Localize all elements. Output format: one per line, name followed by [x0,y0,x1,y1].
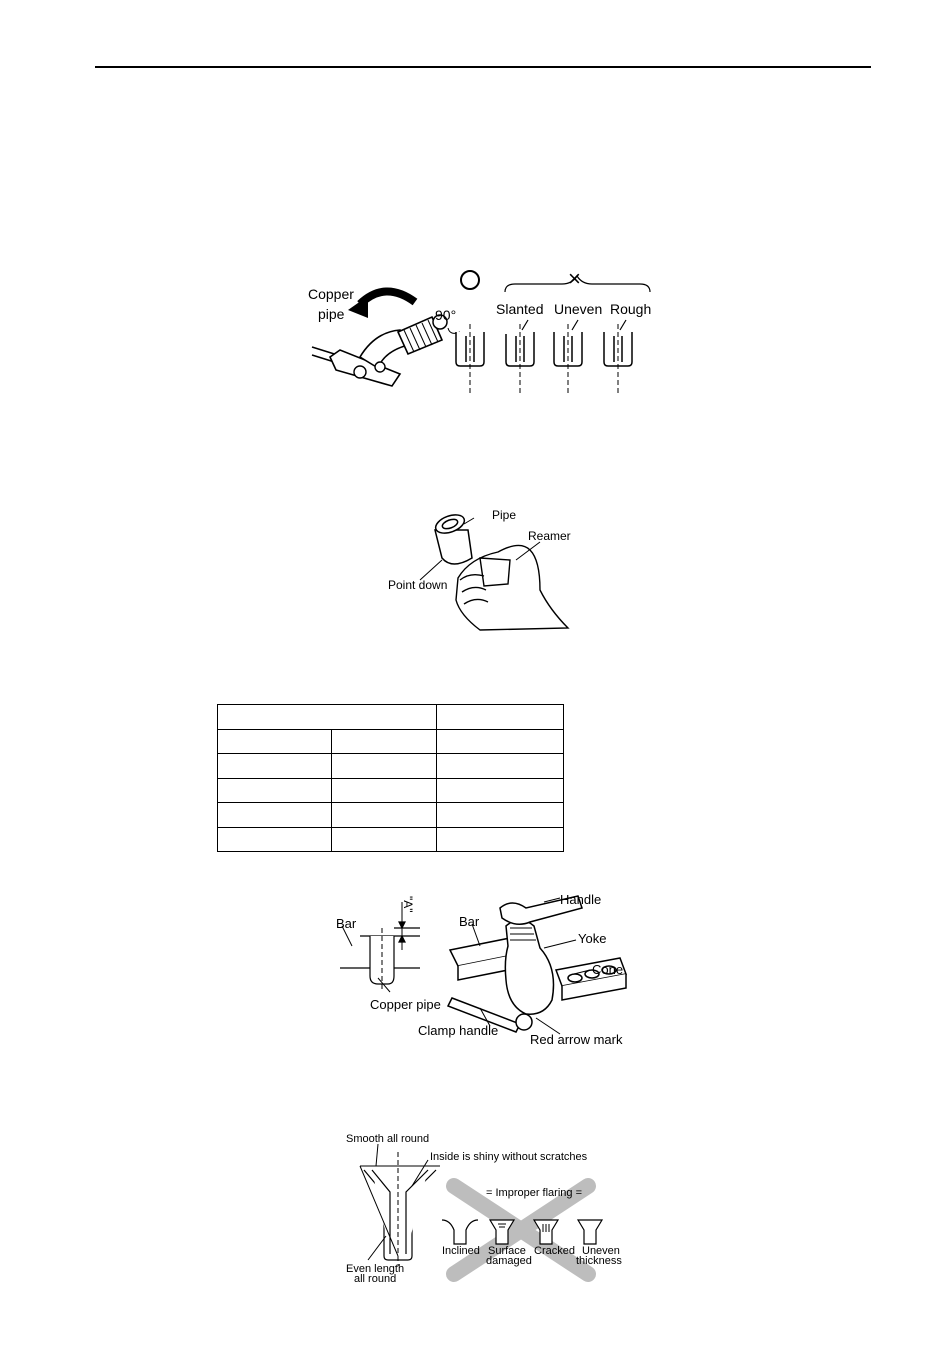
improper-uneven-line1: Uneven [582,1245,620,1257]
table-row [218,778,564,803]
table-cell [332,729,437,754]
dimension-label: "A" [401,896,415,913]
table-row [218,754,564,779]
table-cell [437,778,564,803]
table-row [218,803,564,828]
cone-label: Cone [592,962,624,977]
fault-uneven-label: Uneven [554,301,603,317]
bar-right-label: Bar [459,914,480,929]
angle-label: 90° [435,307,457,323]
copper-pipe-label: Copper pipe [370,997,441,1012]
table-row [218,827,564,852]
clamp-handle-label: Clamp handle [418,1023,499,1038]
fault-rough-label: Rough [610,301,652,317]
inside-label: Inside is shiny without scratches [430,1151,588,1163]
hand-drawing [456,545,568,630]
improper-surface-line2: damaged [486,1255,532,1267]
pipe-rough [604,320,632,394]
table-cell [437,705,564,730]
spec-table [217,704,564,852]
table-cell [437,754,564,779]
table-row [218,729,564,754]
table-cell [332,754,437,779]
pipe-drawing [433,511,472,564]
table-cell [437,803,564,828]
table-cell [218,729,332,754]
reamer-label: Reamer [528,529,571,543]
handle-label: Handle [560,892,602,907]
deburring-figure [380,500,580,634]
improper-uneven-line2: thickness [576,1255,622,1267]
table-cell [332,827,437,852]
even-length-line2: all round [354,1273,397,1285]
pipe-slanted [506,320,534,394]
yoke-label: Yoke [578,931,607,946]
improper-surface-line1: Surface [488,1245,526,1257]
improper-cracked-label: Cracked [534,1245,575,1257]
pipe-cutting-figure [300,262,660,394]
table-cell [332,803,437,828]
rotation-arrow [360,291,415,304]
even-length-line1: Even length [346,1263,405,1275]
table-cell [218,827,332,852]
table-cell [437,729,564,754]
flare-check-figure [338,1126,622,1288]
red-arrow-mark-label: Red arrow mark [530,1032,623,1047]
pipe-correct [456,324,484,394]
pipe-uneven [554,320,582,394]
table-cell [218,754,332,779]
header-rule [95,66,871,68]
correct-mark [461,271,479,289]
table-cell [437,827,564,852]
smooth-label: Smooth all round [346,1133,430,1145]
pipe-label: Pipe [492,508,517,522]
bar-left-label: Bar [336,916,357,931]
fault-slanted-label: Slanted [496,301,544,317]
copper-pipe-label-line2: pipe [318,306,345,322]
table-cell [218,803,332,828]
table-cell [332,778,437,803]
table-row [218,705,564,730]
copper-pipe-label-line1: Copper [308,286,354,302]
flaring-tool-figure [330,888,630,1052]
improper-inclined-label: Inclined [442,1245,480,1257]
table-cell [218,705,437,730]
table-cell [218,778,332,803]
wrong-mark: × [568,266,581,291]
point-down-label: Point down [388,578,448,592]
good-flare [360,1152,440,1266]
improper-title: = Improper flaring = [486,1187,582,1199]
